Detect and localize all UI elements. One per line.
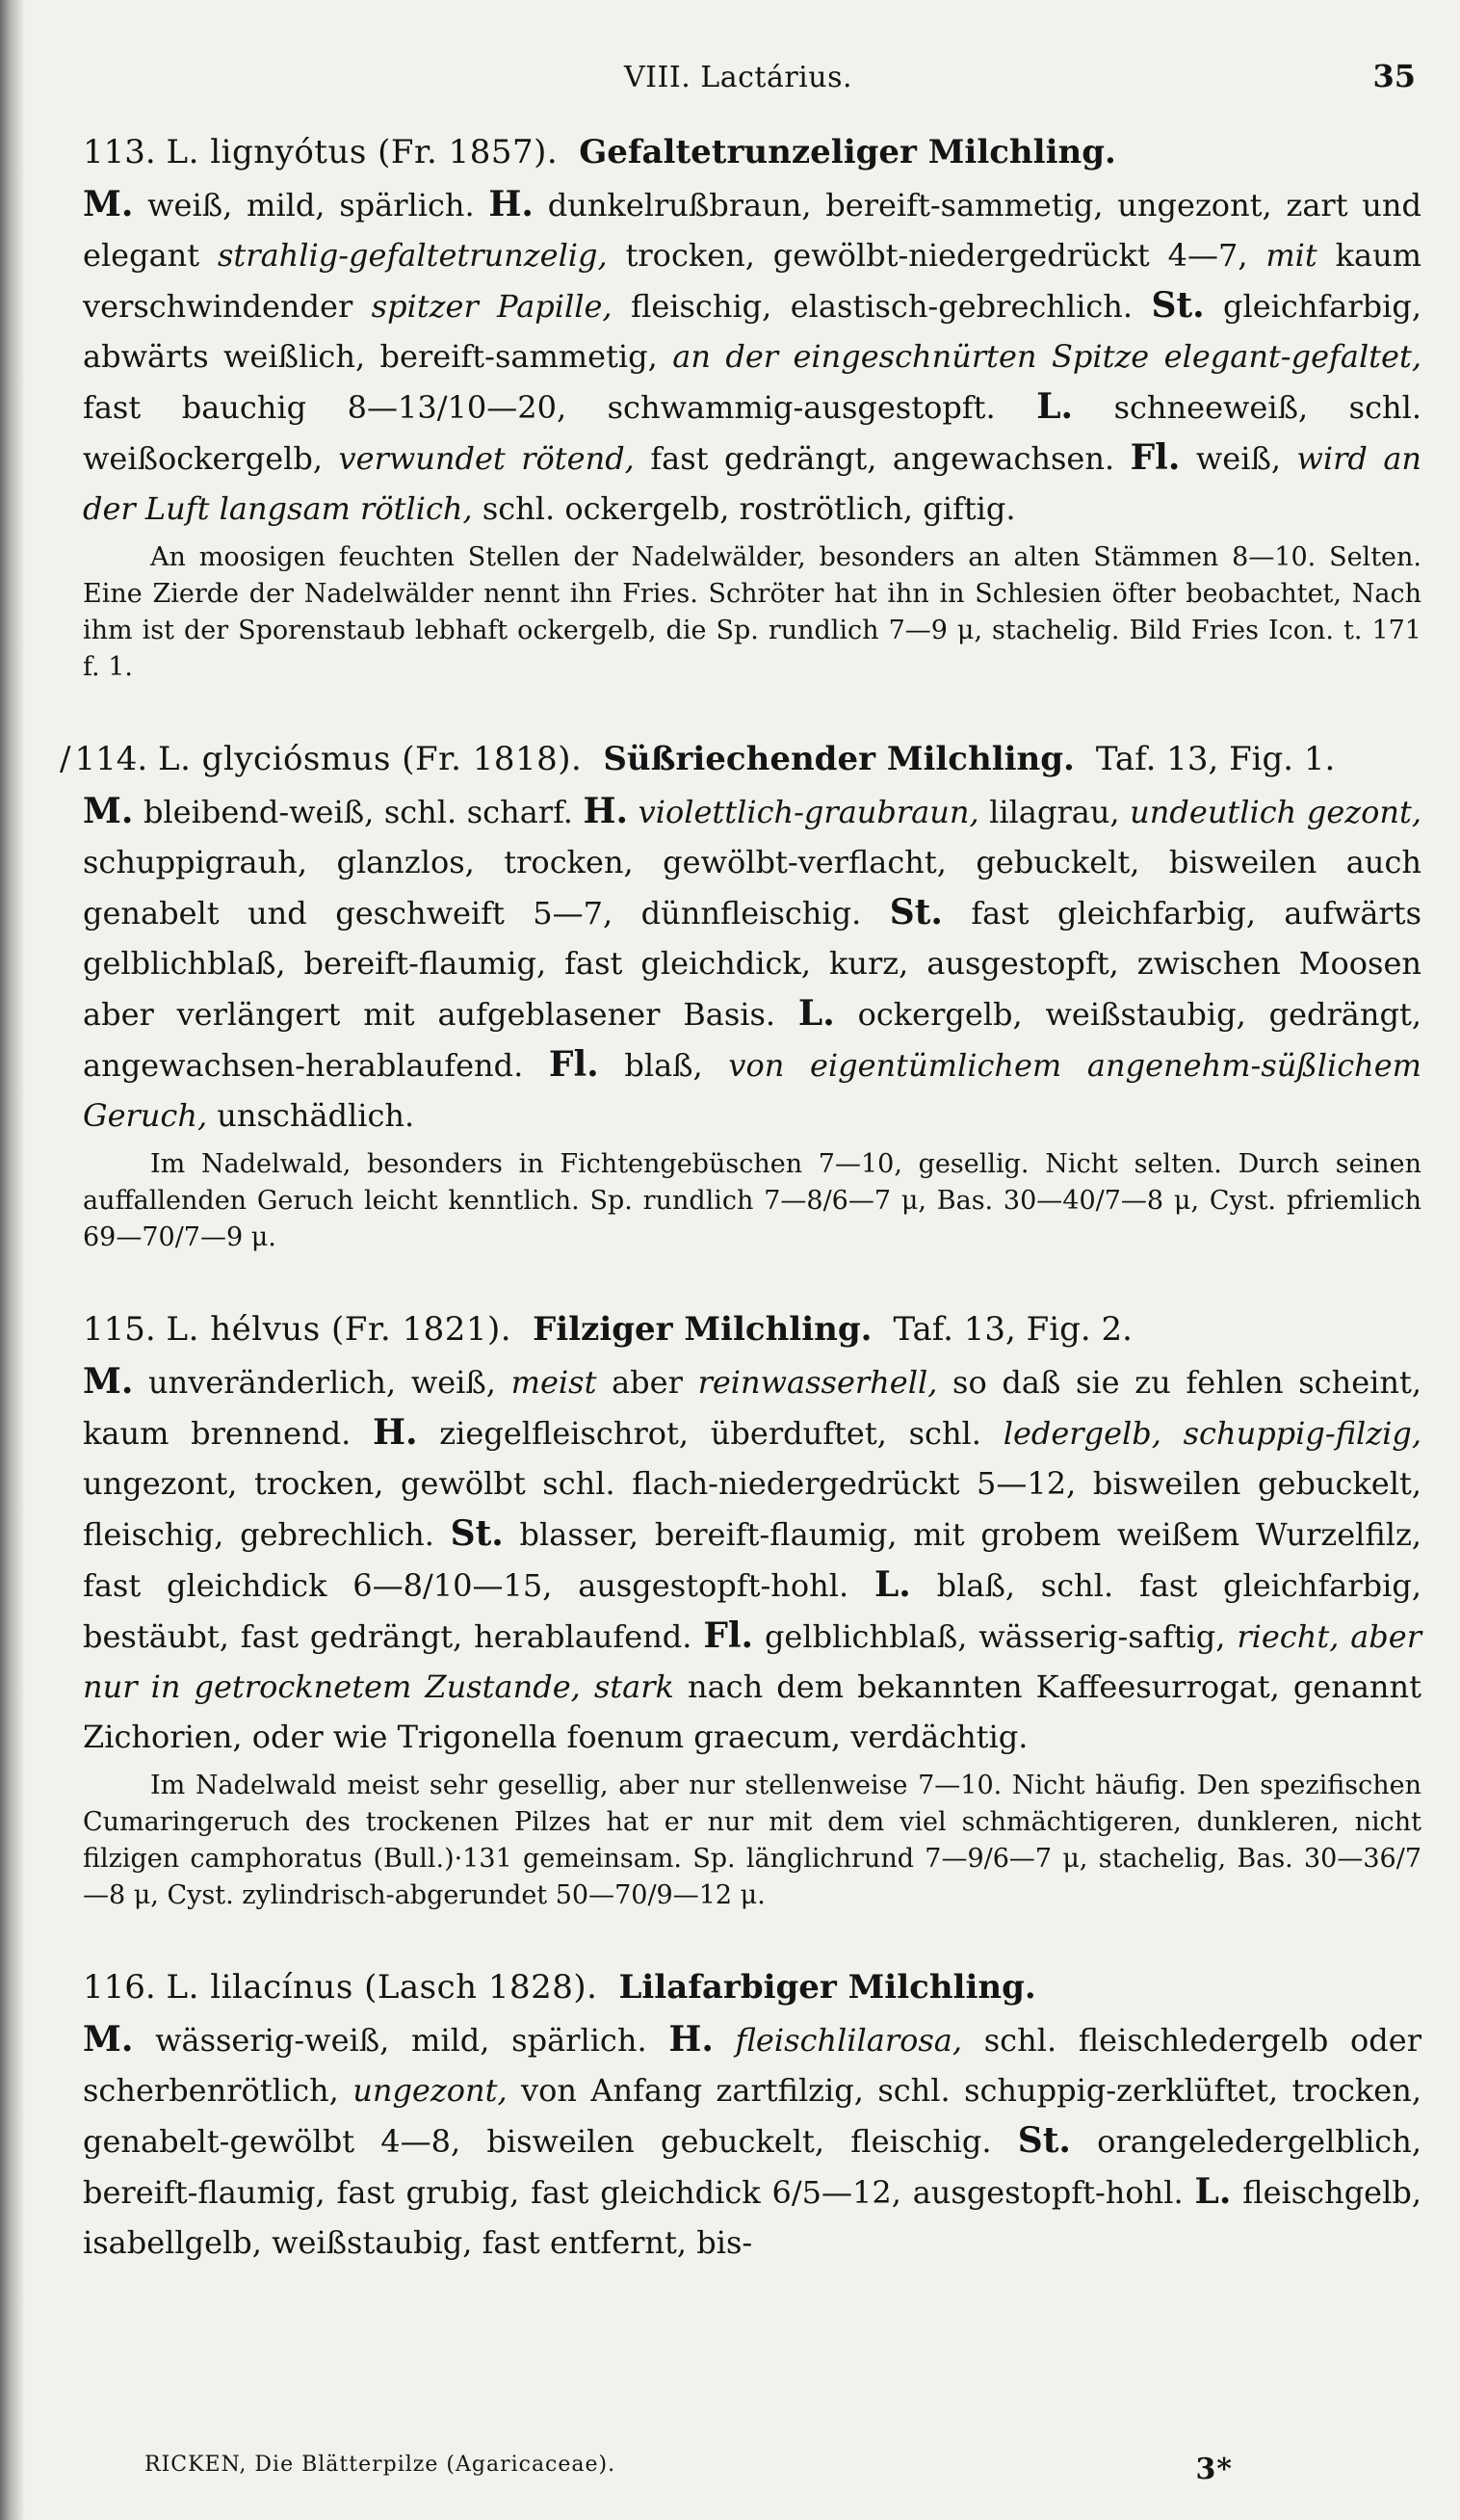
feature-label: H. (583, 791, 629, 831)
emphasis-text: wird an der Luft langsam rötlich, (83, 440, 1422, 527)
latin-name: L. hélvus (Fr. 1821). (166, 1310, 512, 1349)
description-text (628, 794, 639, 830)
page-header (83, 58, 1421, 125)
description-text: gleichfarbig, abwärts weißlich, bereift-sammetig, (83, 288, 1422, 375)
document-page (60, 58, 1422, 2314)
feature-label: M. (83, 2019, 134, 2060)
german-name: Gefaltetrunzeliger Milchling. (579, 133, 1116, 171)
feature-label: M. (83, 1361, 134, 1402)
latin-name: L. glyciósmus (Fr. 1818). (157, 740, 583, 778)
german-name: Süßriechender Milchling. (603, 740, 1075, 778)
description-text: schneeweiß, schl. weißockergelb, (83, 389, 1422, 477)
description-text: ockergelb, weißstaubig, gedrängt, angewachsen-herablaufend. (83, 996, 1422, 1084)
description-text: lilagrau, (978, 794, 1131, 830)
source-line: RICKEN, Die Blätterpilze (Agaricaceae). (144, 2453, 616, 2477)
description-text: fast bauchig 8—13/10—20, schwammig-ausgestopft. (83, 389, 1037, 426)
description-text: schl. fleischledergelb oder scherbenrötlich, (83, 2022, 1421, 2109)
feature-label: H. (373, 1412, 418, 1453)
entry-note: An moosigen feuchten Stellen der Nadelwälder, besonders an alten Stämmen 8—10. Selten. Eine Zierde der Nadelwälder nennt ihn Fries. Schröter hat ihn in Schlesien öfter beobachtet, Nach ihm ist der Sporenstaub lebhaft ockergelb, die Sp. rundlich 7—9 μ, stachelig. Bild Fries Icon. t. 171 f. 1. (83, 542, 1421, 682)
description-text: gelblichblaß, wässerig-saftig, (753, 1618, 1238, 1655)
emphasis-text: riecht, aber nur in getrocknetem Zustande, stark (83, 1618, 1422, 1705)
description-text: blasser, bereift-flaumig, mit grobem weißem Wurzelfilz, fast gleichdick 6—8/10—15, ausgestopft-hohl. (83, 1516, 1421, 1604)
feature-label: Fl. (548, 1044, 599, 1085)
description-text: unveränderlich, weiß, (133, 1364, 511, 1401)
description-text: kaum verschwindender (83, 237, 1422, 325)
description-text: blaß, (598, 1047, 729, 1084)
description-text: fleischig, elastisch-gebrechlich. (612, 288, 1152, 325)
feature-label: L. (1194, 2171, 1232, 2212)
emphasis-text: meist (510, 1364, 597, 1401)
description-text: ungezont, trocken, gewölbt schl. flach-niedergedrückt 5—12, bisweilen gebuckelt, fleischig, gebrechlich. (83, 1465, 1421, 1553)
entry-note: Im Nadelwald, besonders in Fichtengebüschen 7—10, gesellig. Nicht selten. Durch seinen auffallenden Geruch leicht kenntlich. Sp. rundlich 7—8/6—7 μ, Bas. 30—40/7—8 μ, Cyst. pfriemlich 69—70/7—9 μ. (83, 1149, 1421, 1252)
description-text: ziegelfleischrot, überduftet, schl. (417, 1415, 1004, 1452)
entry-number: 113. (83, 133, 156, 171)
page-footer (144, 2453, 1300, 2486)
margin-mark: / (60, 740, 71, 778)
description-text (714, 2022, 736, 2059)
entry-heading (83, 1302, 1421, 1356)
entry-heading (83, 1960, 1421, 2014)
emphasis-text: fleischlilarosa, (735, 2022, 963, 2059)
german-name: Lilafarbiger Milchling. (618, 1968, 1036, 2007)
feature-label: L. (797, 993, 835, 1034)
feature-label: H. (668, 2019, 714, 2060)
plate-reference: Taf. 13, Fig. 2. (893, 1310, 1133, 1349)
page-number: 35 (1372, 58, 1416, 94)
emphasis-text: von eigentümlichem angenehm-süßlichem Geruch, (83, 1047, 1422, 1134)
description-text: schl. ockergelb, roströtlich, giftig. (472, 490, 1016, 527)
entry-heading (60, 732, 1421, 786)
description-text: weiß, mild, spärlich. (133, 187, 489, 223)
description-text: unschädlich. (207, 1097, 415, 1134)
description-text: so daß sie zu fehlen scheint, kaum brennend. (83, 1364, 1422, 1452)
feature-label: Fl. (1130, 437, 1181, 478)
entry-description (83, 179, 1421, 534)
latin-name: L. lilacínus (Lasch 1828). (166, 1968, 598, 2007)
feature-label: L. (1036, 386, 1074, 427)
entry-number: 114. (74, 740, 148, 778)
entry-description (83, 1356, 1421, 1762)
german-name: Filziger Milchling. (533, 1310, 873, 1349)
emphasis-text: reinwasserhell, (697, 1364, 938, 1401)
species-entry (83, 1960, 1421, 2268)
running-title: VIII. Lactárius. (624, 61, 853, 94)
feature-label: Fl. (703, 1615, 754, 1656)
description-text: dunkelrußbraun, bereift-sammetig, ungezont, zart und elegant (83, 187, 1421, 274)
emphasis-text: mit (1265, 237, 1317, 274)
description-text: nach dem bekannten Kaffeesurrogat, genannt Zichorien, oder wie Trigonella foenum graecum, verdächtig. (83, 1668, 1422, 1755)
emphasis-text: undeutlich gezont, (1130, 794, 1422, 830)
emphasis-text: ledergelb, schuppig-filzig, (1003, 1415, 1422, 1452)
feature-label: H. (488, 184, 534, 224)
description-text: fast gleichfarbig, aufwärts gelblichblaß, bereift-flaumig, fast gleichdick, kurz, ausgestopft, zwischen Moosen aber verlängert mit aufgeblasener Basis. (83, 895, 1421, 1033)
entry-note: Im Nadelwald meist sehr gesellig, aber nur stellenweise 7—10. Nicht häufig. Den spezifischen Cumaringeruch des trockenen Pilzes hat er nur mit dem viel schmächtigeren, dunkleren, nicht filzigen camphoratus (Bull.)·131 gemeinsam. Sp. länglichrund 7—9/6—7 μ, stachelig, Bas. 30—36/7—8 μ, Cyst. zylindrisch-abgerundet 50—70/9—12 μ. (83, 1771, 1421, 1910)
description-text: fast gedrängt, angewachsen. (634, 440, 1131, 477)
description-text: trocken, gewölbt-niedergedrückt 4—7, (607, 237, 1266, 274)
signature-mark: 3* (1195, 2453, 1233, 2486)
page-edge-shadow (0, 0, 25, 2520)
entry-description (83, 2014, 1421, 2268)
description-text: aber (596, 1364, 698, 1401)
feature-label: St. (1151, 285, 1205, 326)
feature-label: St. (889, 892, 943, 932)
entry-description (83, 786, 1421, 1141)
entry-heading (83, 125, 1421, 179)
plate-reference: Taf. 13, Fig. 1. (1095, 740, 1336, 778)
feature-label: L. (873, 1564, 911, 1605)
emphasis-text: ungezont, (352, 2072, 508, 2109)
description-text: orangeledergelblich, bereift-flaumig, fast grubig, fast gleichdick 6/5—12, ausgestopft-hohl. (83, 2123, 1422, 2211)
emphasis-text: verwundet rötend, (338, 440, 635, 477)
entry-number: 116. (83, 1968, 156, 2007)
feature-label: M. (83, 184, 134, 224)
species-entry (83, 125, 1421, 686)
latin-name: L. lignyótus (Fr. 1857). (166, 133, 559, 171)
emphasis-text: violettlich-graubraun, (638, 794, 979, 830)
species-entries (60, 125, 1422, 2268)
emphasis-text: spitzer Papille, (371, 288, 613, 325)
description-text: fleischgelb, isabellgelb, weißstaubig, fast entfernt, bis- (83, 2174, 1422, 2261)
description-text: von Anfang zartfilzig, schl. schuppig-zerklüftet, trocken, genabelt-gewölbt 4—8, bisweilen gebuckelt, fleischig. (83, 2072, 1422, 2160)
species-entry (60, 732, 1422, 1256)
description-text: schuppigrauh, glanzlos, trocken, gewölbt-verflacht, gebuckelt, bisweilen auch genabelt und geschweift 5—7, dünnfleischig. (83, 844, 1421, 932)
description-text: bleibend-weiß, schl. scharf. (133, 794, 584, 830)
description-text: wässerig-weiß, mild, spärlich. (133, 2022, 669, 2059)
description-text: weiß, (1180, 440, 1297, 477)
emphasis-text: an der eingeschnürten Spitze elegant-gefaltet, (672, 338, 1422, 375)
description-text: blaß, schl. fast gleichfarbig, bestäubt, fast gedrängt, herablaufend. (83, 1567, 1422, 1655)
species-entry (83, 1302, 1421, 1914)
feature-label: St. (1017, 2120, 1071, 2161)
entry-number: 115. (83, 1310, 156, 1349)
feature-label: M. (83, 791, 134, 831)
emphasis-text: strahlig-gefaltetrunzelig, (217, 237, 608, 274)
feature-label: St. (450, 1513, 504, 1554)
